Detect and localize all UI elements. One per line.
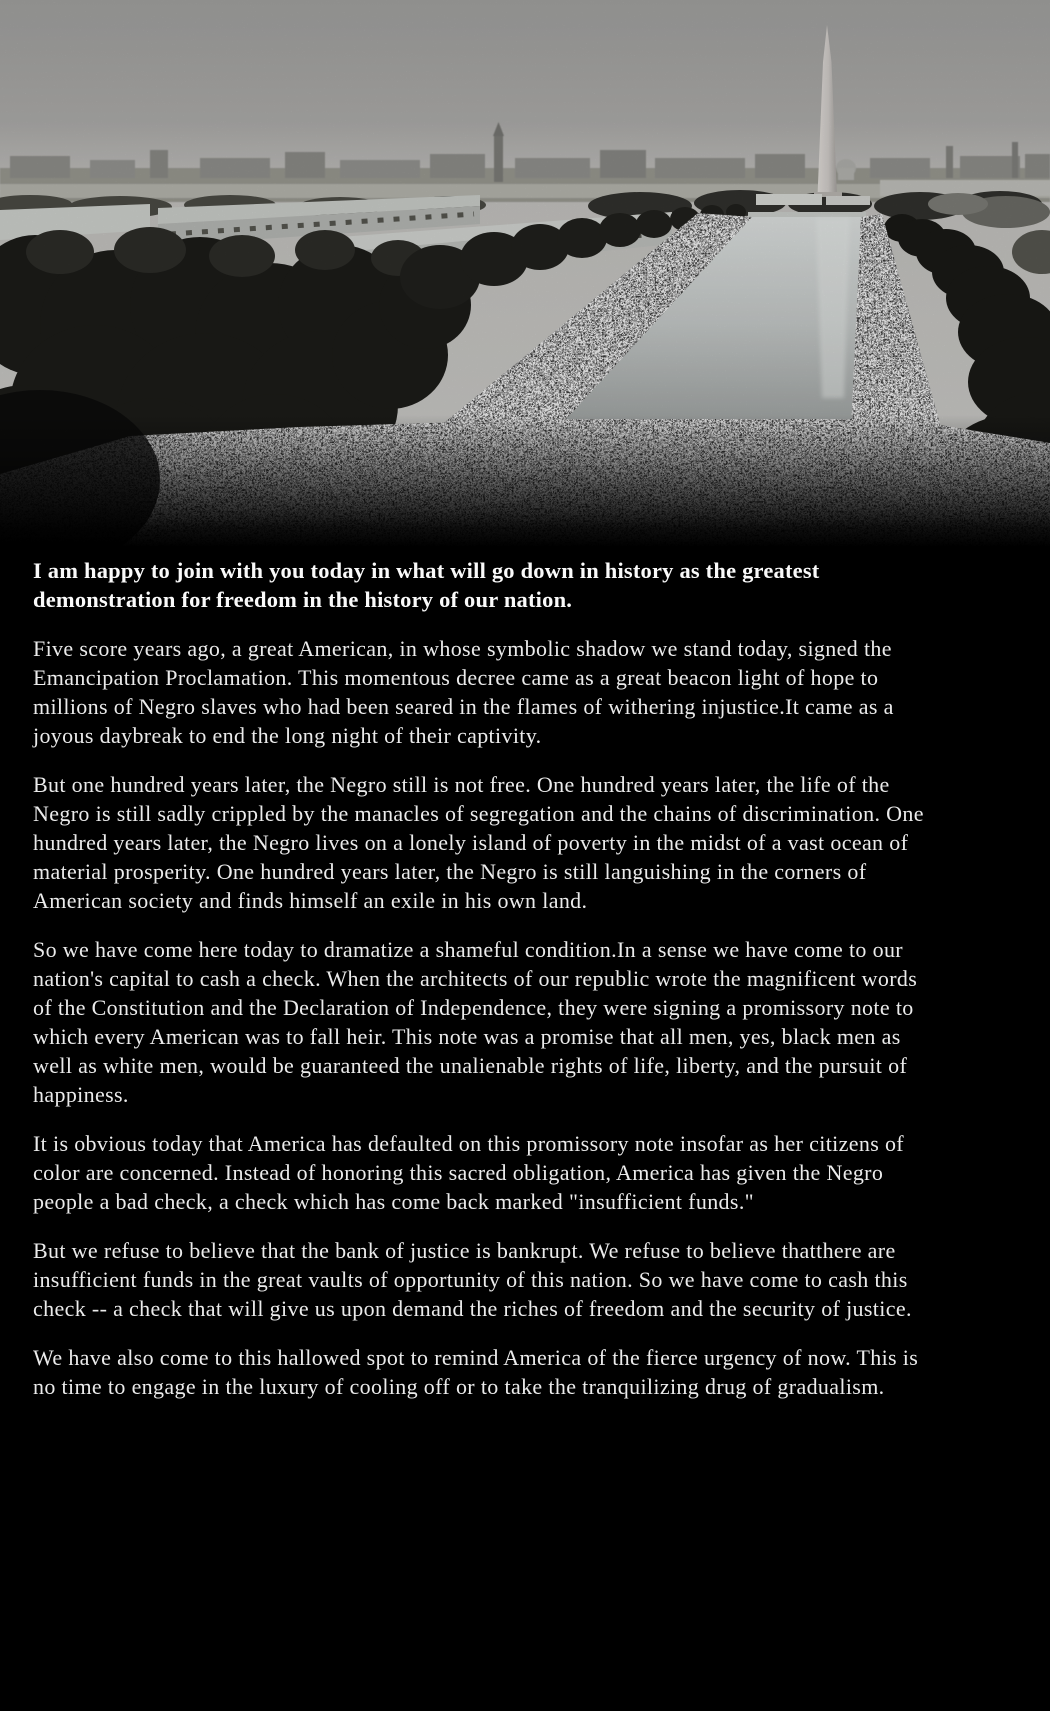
speech-paragraph: It is obvious today that America has defaulted on this promissory note insofar as her citizens of color are concerned. Instead of honoring this sacred obligation, America has given the Negro people a bad check, a check which has come back marked "insufficient funds.": [33, 1131, 904, 1214]
photo-scene: [0, 0, 1050, 548]
speech-text: [0, 556, 1050, 1401]
speech-heading: I am happy to join with you today in what will go down in history as the greatest demonstration for freedom in the history of our nation.: [33, 558, 820, 612]
speech-paragraph: But we refuse to believe that the bank of justice is bankrupt. We refuse to believe thatthere are insufficient funds in the great vaults of opportunity of this nation. So we have come to cash this check -- a check that will give us upon demand the riches of freedom and the security of justice.: [33, 1238, 912, 1321]
speech-paragraph: Five score years ago, a great American, in whose symbolic shadow we stand today, signed the Emancipation Proclamation. This momentous decree came as a great beacon light of hope to millions of Negro slaves who had been seared in the flames of withering injustice.It came as a joyous daybreak to end the long night of their captivity.: [33, 636, 894, 748]
speech-paragraph: But one hundred years later, the Negro still is not free. One hundred years later, the life of the Negro is still sadly crippled by the manacles of segregation and the chains of discrimination. One hundred years later, the Negro lives on a lonely island of poverty in the midst of a vast ocean of material prosperity. One hundred years later, the Negro is still languishing in the corners of American society and finds himself an exile in his own land.: [33, 772, 924, 913]
speech-paragraph: So we have come here today to dramatize a shameful condition.In a sense we have come to our nation's capital to cash a check. When the architects of our republic wrote the magnificent words of the Constitution and the Declaration of Independence, they were signing a promissory note to which every American was to fall heir. This note was a promise that all men, yes, black men as well as white men, would be guaranteed the unalienable rights of life, liberty, and the pursuit of happiness.: [33, 937, 918, 1107]
film-grain: [0, 0, 1050, 548]
march-on-washington-photo: [0, 0, 1050, 548]
speech-paragraph: We have also come to this hallowed spot to remind America of the fierce urgency of now. This is no time to engage in the luxury of cooling off or to take the tranquilizing drug of gradualism.: [33, 1345, 919, 1399]
